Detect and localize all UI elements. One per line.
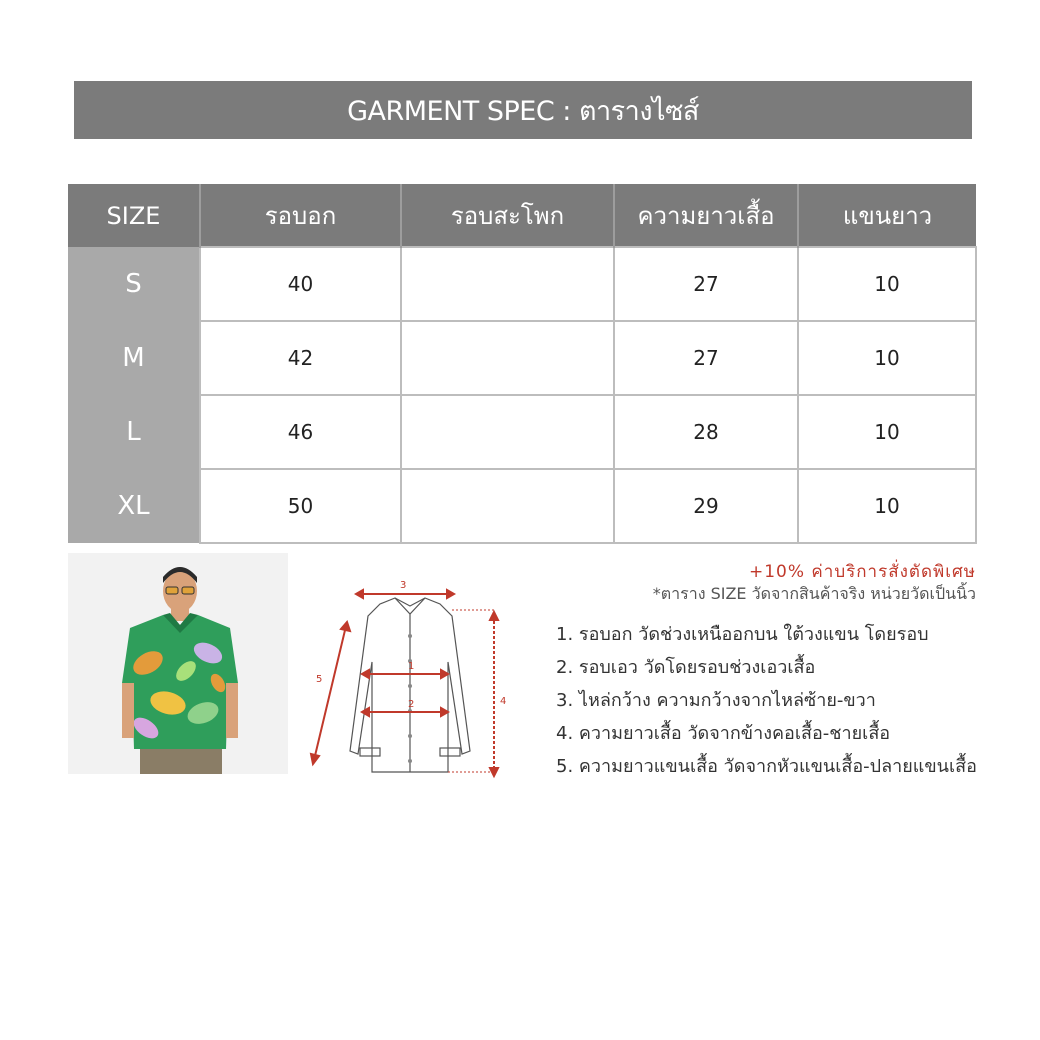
list-item: 5. ความยาวแขนเสื้อ วัดจากหัวแขนเสื้อ-ปลายแขนเสื้อ [556, 756, 977, 777]
length-value: 29 [614, 469, 798, 543]
diagram-label-1: 1 [408, 661, 415, 672]
size-label: L [68, 395, 200, 469]
list-item: 4. ความยาวเสื้อ วัดจากข้างคอเสื้อ-ชายเสื้อ [556, 723, 891, 744]
hip-value [401, 395, 614, 469]
header-size: SIZE [68, 184, 200, 247]
header-chest: รอบอก [200, 184, 401, 247]
measurement-diagram [300, 576, 520, 780]
header-sleeve: แขนยาว [798, 184, 976, 247]
chest-value: 40 [200, 247, 401, 321]
length-value: 27 [614, 321, 798, 395]
chest-value: 50 [200, 469, 401, 543]
sleeve-value: 10 [798, 321, 976, 395]
table-row [68, 469, 976, 543]
header-length: ความยาวเสื้อ [614, 184, 798, 247]
table-row [68, 321, 976, 395]
diagram-label-2: 2 [408, 699, 415, 710]
list-item: 3. ไหล่กว้าง ความกว้างจากไหล่ซ้าย-ขวา [556, 690, 876, 711]
diagram-label-4: 4 [500, 696, 507, 707]
surcharge-note: +10% ค่าบริการสั่งตัดพิเศษ [748, 562, 976, 582]
diagram-label-5: 5 [316, 674, 323, 685]
hip-value [401, 321, 614, 395]
chest-value: 46 [200, 395, 401, 469]
hip-value [401, 469, 614, 543]
model-illustration [68, 553, 288, 774]
sleeve-value: 10 [798, 469, 976, 543]
sleeve-value: 10 [798, 395, 976, 469]
page-title: GARMENT SPEC : ตารางไซส์ [74, 81, 972, 139]
table-row [68, 247, 976, 321]
header-hip: รอบสะโพก [401, 184, 614, 247]
shirt-diagram [300, 576, 520, 780]
diagram-label-3: 3 [400, 580, 407, 591]
size-table [68, 184, 977, 544]
sleeve-value: 10 [798, 247, 976, 321]
length-value: 28 [614, 395, 798, 469]
model-photo [68, 553, 288, 774]
list-item: 2. รอบเอว วัดโดยรอบช่วงเอวเสื้อ [556, 657, 816, 678]
size-label: M [68, 321, 200, 395]
size-label: XL [68, 469, 200, 543]
hip-value [401, 247, 614, 321]
chest-value: 42 [200, 321, 401, 395]
table-header-row [68, 184, 976, 247]
length-value: 27 [614, 247, 798, 321]
list-item: 1. รอบอก วัดช่วงเหนืออกบน ใต้วงแขน โดยรอบ [556, 624, 929, 645]
unit-note: *ตาราง SIZE วัดจากสินค้าจริง หน่วยวัดเป็นนิ้ว [652, 584, 976, 603]
table-row [68, 395, 976, 469]
size-label: S [68, 247, 200, 321]
note-list [556, 618, 977, 783]
